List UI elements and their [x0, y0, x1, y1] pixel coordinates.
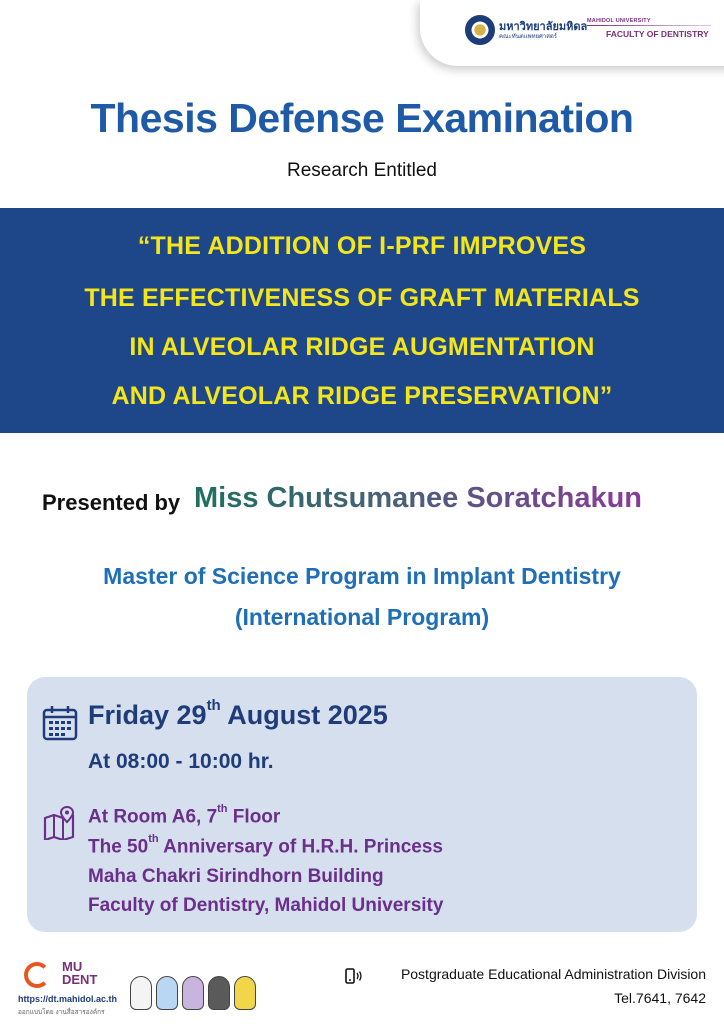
program-type: (International Program) — [234, 604, 490, 630]
research-title-line-1: “THE ADDITION OF I-PRF IMPROVES — [137, 232, 587, 260]
phone-icon — [345, 968, 363, 984]
mascot-dark-icon — [208, 976, 230, 1010]
footer-logos — [18, 960, 278, 1020]
presenter-name: Miss Chutsumanee Soratchakun — [194, 482, 642, 514]
location-room: At Room A6, 7th Floor — [88, 803, 281, 828]
program-name: Master of Science Program in Implant Dentistry — [103, 563, 621, 589]
research-title-line-4: AND ALVEOLAR RIDGE PRESERVATION” — [111, 382, 613, 410]
map-pin-icon — [43, 806, 77, 840]
presented-by-label: Presented by — [42, 490, 181, 515]
research-title-line-3: IN ALVEOLAR RIDGE AUGMENTATION — [129, 333, 595, 361]
university-seal-icon — [465, 15, 495, 45]
designer-credit: ออกแบบโดย งานสื่อสารองค์กร — [18, 1009, 105, 1016]
faculty-name-thai: คณะทันตแพทยศาสตร์ — [499, 34, 558, 40]
mascot-blue-icon — [156, 976, 178, 1010]
research-title-banner — [0, 208, 724, 433]
event-time: At 08:00 - 10:00 hr. — [88, 750, 274, 773]
page-title: Thesis Defense Examination — [90, 95, 634, 141]
event-date: Friday 29th August 2025 — [88, 697, 388, 730]
location-building-line-1: The 50th Anniversary of H.R.H. Princess — [88, 833, 443, 858]
mascot-yellow-icon — [234, 976, 256, 1010]
website-link[interactable]: https://dt.mahidol.ac.th — [18, 994, 117, 1004]
division-name: Postgraduate Educational Administration Division — [400, 966, 706, 982]
page-subtitle: Research Entitled — [287, 160, 437, 181]
mascot-tooth-icon — [130, 976, 152, 1010]
location-faculty: Faculty of Dentistry, Mahidol University — [88, 895, 444, 916]
location-building-line-2: Maha Chakri Sirindhorn Building — [88, 866, 384, 887]
faculty-name-en: FACULTY OF DENTISTRY — [606, 29, 709, 39]
calendar-icon — [42, 705, 78, 741]
edutech-logo-icon — [24, 962, 50, 988]
mascot-purple-icon — [182, 976, 204, 1010]
telephone-number: Tel.7641, 7642 — [614, 990, 706, 1006]
research-title-line-2: THE EFFECTIVENESS OF GRAFT MATERIALS — [84, 284, 640, 312]
university-name-thai: มหาวิทยาลัยมหิดล — [499, 21, 588, 33]
mudent-logo: MU DENT — [62, 959, 98, 987]
university-name-en: MAHIDOL UNIVERSITY — [587, 18, 651, 24]
header-divider — [587, 25, 711, 26]
